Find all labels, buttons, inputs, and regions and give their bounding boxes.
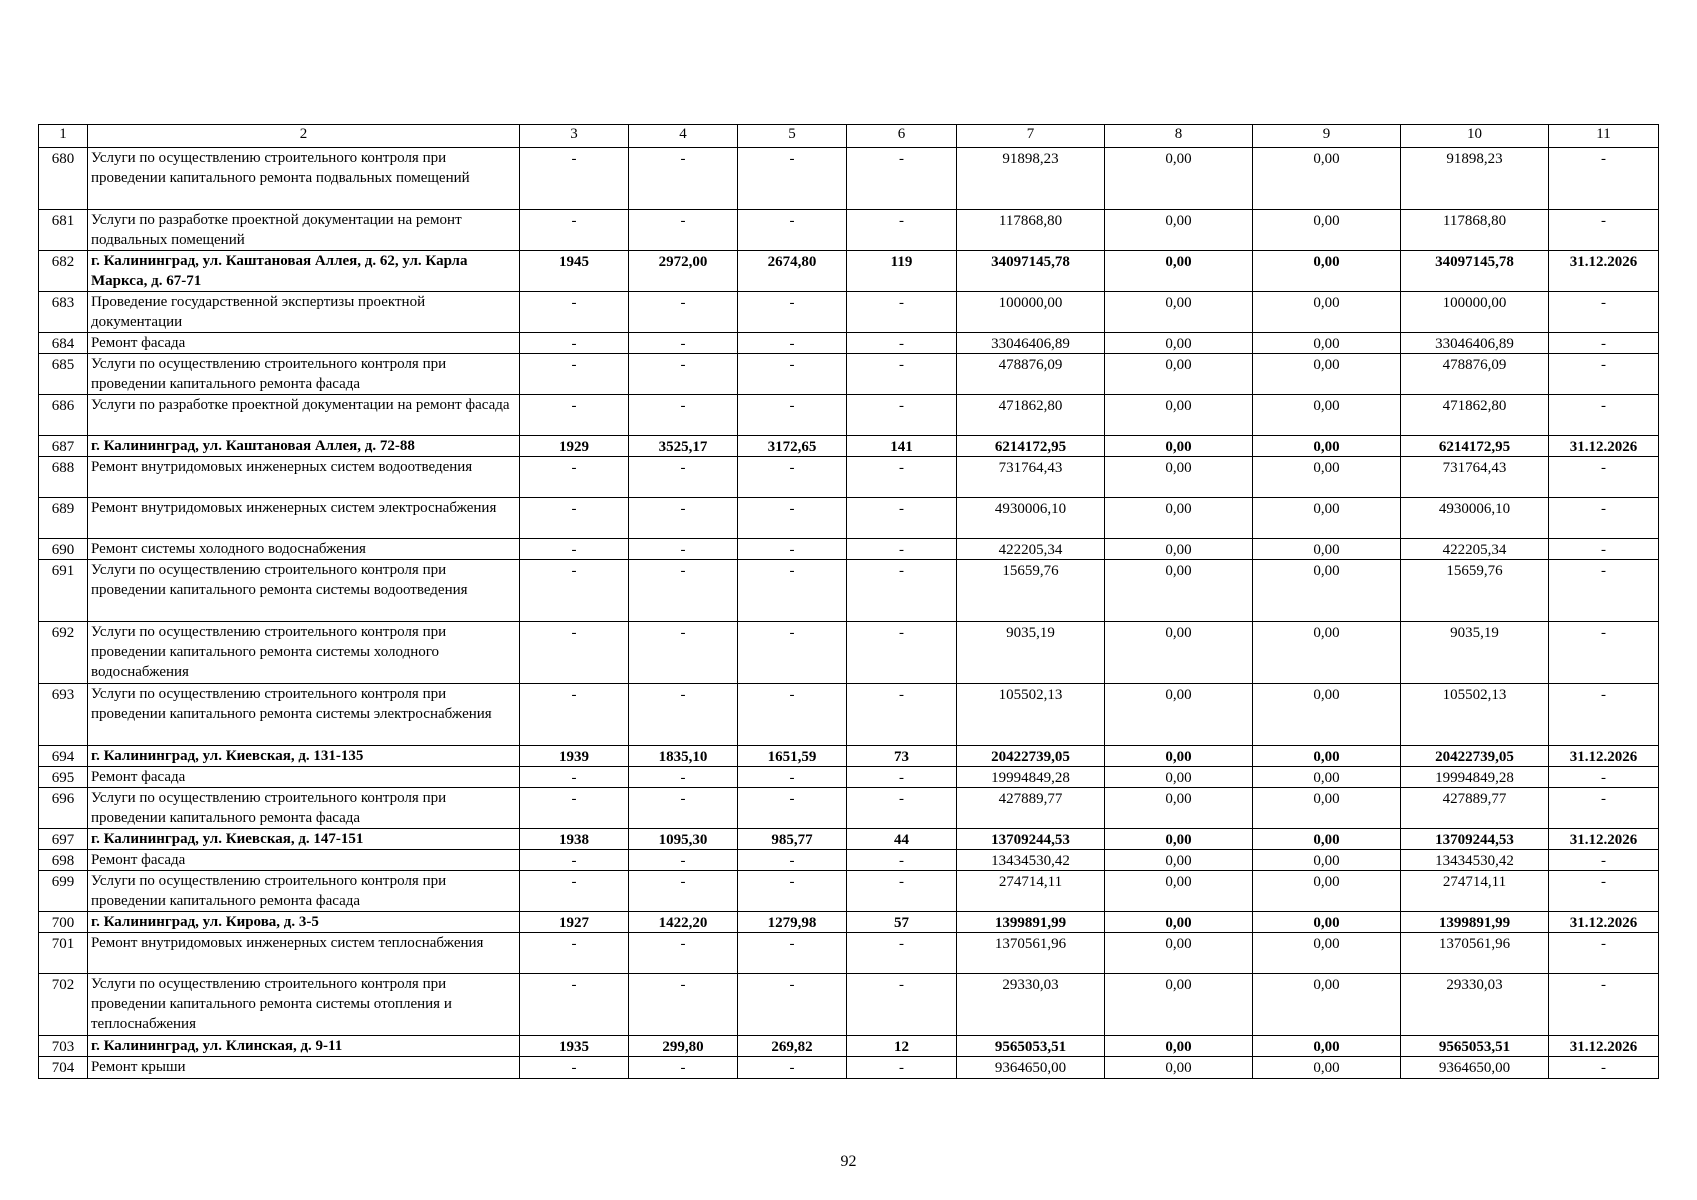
table-cell-area-total: - [628, 683, 738, 746]
table-cell-cost-total: 19994849,28 [956, 766, 1105, 788]
table-cell-cost-owners: 6214172,95 [1400, 435, 1549, 457]
table-cell-deadline: - [1548, 559, 1659, 622]
table-cell-area-living: - [737, 787, 847, 829]
table-cell-deadline: - [1548, 353, 1659, 395]
table-cell-cost-budget: 0,00 [1252, 787, 1401, 829]
table-cell-cost-budget: 0,00 [1252, 1056, 1401, 1079]
table-cell-cost-fund: 0,00 [1104, 394, 1253, 436]
table-cell-area-living: - [737, 932, 847, 974]
table-cell-cost-owners: 731764,43 [1400, 456, 1549, 498]
table-cell-year: 1939 [519, 745, 629, 767]
table-cell-area-living: - [737, 766, 847, 788]
table-cell-cost-budget: 0,00 [1252, 766, 1401, 788]
table-cell-residents: - [846, 766, 957, 788]
table-cell-residents: - [846, 291, 957, 333]
table-cell-row-number: 693 [38, 683, 88, 746]
table-cell-cost-owners: 9364650,00 [1400, 1056, 1549, 1079]
table-cell-cost-fund: 0,00 [1104, 683, 1253, 746]
table-cell-cost-total: 100000,00 [956, 291, 1105, 333]
table-cell-area-living: - [737, 353, 847, 395]
table-cell-area-living: - [737, 456, 847, 498]
table-cell-cost-fund: 0,00 [1104, 559, 1253, 622]
table-cell-area-total: - [628, 394, 738, 436]
table-cell-work-name: Услуги по разработке проектной документации на ремонт подвальных помещений [87, 209, 520, 251]
table-cell-year: - [519, 973, 629, 1036]
table-cell-row-number: 680 [38, 147, 88, 210]
table-cell-deadline: - [1548, 291, 1659, 333]
table-cell-work-name: Услуги по осуществлению строительного контроля при проведении капитального ремонта подвальных помещений [87, 147, 520, 210]
table-cell-cost-owners: 117868,80 [1400, 209, 1549, 251]
table-cell-area-total: - [628, 870, 738, 912]
table-cell-work-name: Проведение государственной экспертизы проектной документации [87, 291, 520, 333]
table-cell-area-total: - [628, 538, 738, 560]
table-cell-deadline: - [1548, 849, 1659, 871]
table-cell-year: - [519, 787, 629, 829]
table-cell-area-total: 3525,17 [628, 435, 738, 457]
table-cell-year: - [519, 870, 629, 912]
table-cell-area-living: - [737, 497, 847, 539]
table-cell-year: - [519, 291, 629, 333]
table-cell-cost-budget: 0,00 [1252, 291, 1401, 333]
table-cell-cost-fund: 0,00 [1104, 435, 1253, 457]
table-cell-area-living: - [737, 973, 847, 1036]
table-cell-cost-fund: 0,00 [1104, 973, 1253, 1036]
table-cell-row-number: 697 [38, 828, 88, 850]
table-cell-residents: 141 [846, 435, 957, 457]
table-cell-cost-total: 274714,11 [956, 870, 1105, 912]
table-cell-work-name: Ремонт внутридомовых инженерных систем водоотведения [87, 456, 520, 498]
table-cell-cost-fund: 0,00 [1104, 911, 1253, 933]
table-cell-deadline: - [1548, 147, 1659, 210]
table-cell-cost-budget: 0,00 [1252, 353, 1401, 395]
table-cell-area-total: 1422,20 [628, 911, 738, 933]
table-cell-area-living: 1651,59 [737, 745, 847, 767]
table-cell-area-living: - [737, 849, 847, 871]
table-cell-year: - [519, 209, 629, 251]
table-cell-year: - [519, 559, 629, 622]
table-cell-area-living: 269,82 [737, 1035, 847, 1057]
table-cell-deadline: - [1548, 683, 1659, 746]
table-cell-cost-total: 13709244,53 [956, 828, 1105, 850]
table-cell-deadline: - [1548, 209, 1659, 251]
table-cell-area-total: - [628, 353, 738, 395]
table-cell-area-total: - [628, 559, 738, 622]
table-cell-year: - [519, 456, 629, 498]
table-cell-deadline: 31.12.2026 [1548, 828, 1659, 850]
table-cell-area-total: - [628, 621, 738, 684]
table-cell-work-name: г. Калининград, ул. Киевская, д. 147-151 [87, 828, 520, 850]
table-cell-cost-budget: 0,00 [1252, 828, 1401, 850]
table-cell-cost-budget: 0,00 [1252, 559, 1401, 622]
table-cell-residents: - [846, 559, 957, 622]
table-cell-cost-fund: 0,00 [1104, 828, 1253, 850]
table-cell-row-number: 681 [38, 209, 88, 251]
table-cell-row-number: 689 [38, 497, 88, 539]
table-cell-area-living: - [737, 621, 847, 684]
table-cell-cost-total: 13434530,42 [956, 849, 1105, 871]
table-cell-cost-total: 422205,34 [956, 538, 1105, 560]
table-cell-cost-total: 478876,09 [956, 353, 1105, 395]
table-cell-area-living: 1279,98 [737, 911, 847, 933]
table-cell-area-living: - [737, 538, 847, 560]
table-cell-work-name: Ремонт фасада [87, 332, 520, 354]
table-cell-cost-fund: 0,00 [1104, 745, 1253, 767]
table-cell-year: - [519, 332, 629, 354]
table-cell-residents: - [846, 870, 957, 912]
table-cell-deadline: - [1548, 538, 1659, 560]
table-cell-area-total: 1095,30 [628, 828, 738, 850]
table-cell-residents: - [846, 147, 957, 210]
table-cell-area-total: 299,80 [628, 1035, 738, 1057]
table-cell-cost-owners: 422205,34 [1400, 538, 1549, 560]
table-cell-cost-budget: 0,00 [1252, 147, 1401, 210]
table-cell-cost-total: 15659,76 [956, 559, 1105, 622]
table-cell-residents: - [846, 394, 957, 436]
table-cell-residents: - [846, 456, 957, 498]
table-cell-cost-fund: 0,00 [1104, 538, 1253, 560]
table-cell-area-total: - [628, 973, 738, 1036]
table-cell-row-number: 690 [38, 538, 88, 560]
table-cell-row-number: 704 [38, 1056, 88, 1079]
table-cell-area-total: - [628, 456, 738, 498]
table-cell-year: - [519, 1056, 629, 1079]
table-cell-cost-owners: 9035,19 [1400, 621, 1549, 684]
page-number: 92 [840, 1153, 857, 1170]
table-cell-row-number: 686 [38, 394, 88, 436]
table-cell-cost-budget: 0,00 [1252, 870, 1401, 912]
table-cell-work-name: Услуги по осуществлению строительного контроля при проведении капитального ремонта системы водоотведения [87, 559, 520, 622]
table-cell-row-number: 688 [38, 456, 88, 498]
table-cell-cost-total: 1399891,99 [956, 911, 1105, 933]
table-cell-cost-fund: 0,00 [1104, 209, 1253, 251]
table-cell-residents: - [846, 497, 957, 539]
table-cell-cost-fund: 0,00 [1104, 932, 1253, 974]
table-cell-year: - [519, 538, 629, 560]
header-col-8: 8 [1104, 124, 1253, 148]
table-cell-cost-budget: 0,00 [1252, 538, 1401, 560]
table-cell-cost-owners: 471862,80 [1400, 394, 1549, 436]
table-cell-cost-total: 731764,43 [956, 456, 1105, 498]
table-cell-residents: - [846, 932, 957, 974]
table-cell-residents: - [846, 353, 957, 395]
table-cell-work-name: Услуги по осуществлению строительного контроля при проведении капитального ремонта фасада [87, 787, 520, 829]
table-cell-row-number: 698 [38, 849, 88, 871]
table-cell-deadline: - [1548, 787, 1659, 829]
table-cell-year: - [519, 932, 629, 974]
table-cell-year: 1929 [519, 435, 629, 457]
table-cell-cost-budget: 0,00 [1252, 435, 1401, 457]
table-cell-residents: - [846, 973, 957, 1036]
table-cell-deadline: 31.12.2026 [1548, 1035, 1659, 1057]
table-cell-deadline: - [1548, 1056, 1659, 1079]
table-cell-work-name: Ремонт внутридомовых инженерных систем теплоснабжения [87, 932, 520, 974]
table-cell-cost-fund: 0,00 [1104, 147, 1253, 210]
table-cell-cost-fund: 0,00 [1104, 849, 1253, 871]
table-cell-work-name: Ремонт фасада [87, 849, 520, 871]
table-cell-area-total: - [628, 209, 738, 251]
table-cell-cost-total: 6214172,95 [956, 435, 1105, 457]
header-col-2: 2 [87, 124, 520, 148]
table-cell-area-living: - [737, 332, 847, 354]
table-cell-area-total: - [628, 147, 738, 210]
table-cell-row-number: 694 [38, 745, 88, 767]
table-cell-area-living: - [737, 683, 847, 746]
table-cell-year: - [519, 683, 629, 746]
table-cell-deadline: - [1548, 332, 1659, 354]
table-cell-year: - [519, 766, 629, 788]
header-col-9: 9 [1252, 124, 1401, 148]
table-cell-area-living: 3172,65 [737, 435, 847, 457]
header-col-1: 1 [38, 124, 88, 148]
table-cell-area-total: - [628, 787, 738, 829]
table-cell-cost-owners: 15659,76 [1400, 559, 1549, 622]
table-cell-residents: 44 [846, 828, 957, 850]
table-cell-residents: 119 [846, 250, 957, 292]
table-cell-cost-owners: 13434530,42 [1400, 849, 1549, 871]
table-cell-cost-budget: 0,00 [1252, 849, 1401, 871]
table-cell-cost-owners: 19994849,28 [1400, 766, 1549, 788]
table-cell-cost-fund: 0,00 [1104, 1056, 1253, 1079]
table-cell-year: - [519, 394, 629, 436]
table-cell-row-number: 703 [38, 1035, 88, 1057]
table-cell-row-number: 695 [38, 766, 88, 788]
header-col-4: 4 [628, 124, 738, 148]
table-cell-cost-budget: 0,00 [1252, 1035, 1401, 1057]
table-cell-work-name: Ремонт крыши [87, 1056, 520, 1079]
table-cell-cost-total: 29330,03 [956, 973, 1105, 1036]
table-cell-cost-owners: 478876,09 [1400, 353, 1549, 395]
table-cell-cost-budget: 0,00 [1252, 621, 1401, 684]
table-cell-residents: 57 [846, 911, 957, 933]
table-cell-residents: - [846, 332, 957, 354]
table-cell-deadline: - [1548, 932, 1659, 974]
table-cell-work-name: Услуги по осуществлению строительного контроля при проведении капитального ремонта системы отопления и теплоснабжения [87, 973, 520, 1036]
table-cell-cost-total: 9565053,51 [956, 1035, 1105, 1057]
table-cell-year: 1938 [519, 828, 629, 850]
table-cell-cost-total: 4930006,10 [956, 497, 1105, 539]
table-cell-cost-owners: 1370561,96 [1400, 932, 1549, 974]
table-cell-deadline: 31.12.2026 [1548, 250, 1659, 292]
table-cell-residents: - [846, 787, 957, 829]
table-cell-year: - [519, 497, 629, 539]
table-cell-cost-fund: 0,00 [1104, 250, 1253, 292]
table-cell-row-number: 687 [38, 435, 88, 457]
table-cell-cost-fund: 0,00 [1104, 1035, 1253, 1057]
table-cell-residents: - [846, 621, 957, 684]
table-cell-cost-owners: 20422739,05 [1400, 745, 1549, 767]
table-cell-deadline: - [1548, 497, 1659, 539]
table-cell-work-name: г. Калининград, ул. Кирова, д. 3-5 [87, 911, 520, 933]
table-cell-area-living: - [737, 559, 847, 622]
table-cell-work-name: г. Калининград, ул. Киевская, д. 131-135 [87, 745, 520, 767]
table-cell-cost-owners: 13709244,53 [1400, 828, 1549, 850]
table-cell-work-name: Услуги по осуществлению строительного контроля при проведении капитального ремонта фасада [87, 353, 520, 395]
header-col-11: 11 [1548, 124, 1659, 148]
table-cell-deadline: - [1548, 973, 1659, 1036]
table-cell-area-total: - [628, 932, 738, 974]
table-cell-cost-fund: 0,00 [1104, 332, 1253, 354]
table-cell-row-number: 700 [38, 911, 88, 933]
table-cell-deadline: - [1548, 621, 1659, 684]
table-cell-area-living: - [737, 1056, 847, 1079]
table-cell-deadline: - [1548, 394, 1659, 436]
table-cell-residents: - [846, 538, 957, 560]
table-cell-cost-budget: 0,00 [1252, 456, 1401, 498]
table-cell-row-number: 699 [38, 870, 88, 912]
table-cell-deadline: 31.12.2026 [1548, 911, 1659, 933]
table-cell-row-number: 691 [38, 559, 88, 622]
table-cell-deadline: 31.12.2026 [1548, 745, 1659, 767]
table-cell-area-living: - [737, 147, 847, 210]
table-cell-cost-owners: 1399891,99 [1400, 911, 1549, 933]
table-cell-row-number: 701 [38, 932, 88, 974]
table-cell-area-living: - [737, 291, 847, 333]
table-cell-residents: - [846, 683, 957, 746]
table-cell-residents: 73 [846, 745, 957, 767]
table-cell-cost-total: 91898,23 [956, 147, 1105, 210]
header-col-6: 6 [846, 124, 957, 148]
table-cell-work-name: г. Калининград, ул. Каштановая Аллея, д. 62, ул. Карла Маркса, д. 67-71 [87, 250, 520, 292]
table-cell-cost-total: 471862,80 [956, 394, 1105, 436]
table-cell-work-name: Ремонт внутридомовых инженерных систем электроснабжения [87, 497, 520, 539]
table-cell-work-name: Услуги по разработке проектной документации на ремонт фасада [87, 394, 520, 436]
table-cell-cost-owners: 274714,11 [1400, 870, 1549, 912]
table-cell-area-living: 2674,80 [737, 250, 847, 292]
table-cell-deadline: - [1548, 456, 1659, 498]
table-cell-cost-owners: 91898,23 [1400, 147, 1549, 210]
table-cell-cost-total: 20422739,05 [956, 745, 1105, 767]
table-cell-year: - [519, 849, 629, 871]
table-cell-residents: - [846, 1056, 957, 1079]
table-cell-cost-total: 105502,13 [956, 683, 1105, 746]
table-cell-cost-owners: 105502,13 [1400, 683, 1549, 746]
table-cell-cost-budget: 0,00 [1252, 745, 1401, 767]
table-cell-cost-owners: 4930006,10 [1400, 497, 1549, 539]
table-cell-work-name: Услуги по осуществлению строительного контроля при проведении капитального ремонта системы электроснабжения [87, 683, 520, 746]
table-cell-row-number: 696 [38, 787, 88, 829]
table-cell-work-name: Ремонт фасада [87, 766, 520, 788]
table-cell-cost-owners: 29330,03 [1400, 973, 1549, 1036]
header-col-3: 3 [519, 124, 629, 148]
table-cell-cost-budget: 0,00 [1252, 683, 1401, 746]
table-cell-residents: 12 [846, 1035, 957, 1057]
table-cell-cost-fund: 0,00 [1104, 497, 1253, 539]
table-cell-cost-fund: 0,00 [1104, 870, 1253, 912]
table-cell-cost-owners: 427889,77 [1400, 787, 1549, 829]
table-cell-deadline: - [1548, 870, 1659, 912]
table-cell-deadline: 31.12.2026 [1548, 435, 1659, 457]
table-cell-area-living: - [737, 394, 847, 436]
table-cell-residents: - [846, 209, 957, 251]
table-cell-year: - [519, 353, 629, 395]
table-cell-area-living: - [737, 209, 847, 251]
table-cell-cost-owners: 33046406,89 [1400, 332, 1549, 354]
table-cell-year: - [519, 147, 629, 210]
table-cell-area-living: - [737, 870, 847, 912]
table-cell-cost-total: 9364650,00 [956, 1056, 1105, 1079]
table-cell-cost-budget: 0,00 [1252, 973, 1401, 1036]
table-cell-year: 1945 [519, 250, 629, 292]
table-cell-row-number: 684 [38, 332, 88, 354]
table-cell-area-total: - [628, 332, 738, 354]
table-cell-cost-owners: 9565053,51 [1400, 1035, 1549, 1057]
table-cell-cost-total: 1370561,96 [956, 932, 1105, 974]
table-cell-area-total: - [628, 1056, 738, 1079]
table-cell-row-number: 683 [38, 291, 88, 333]
table-cell-cost-budget: 0,00 [1252, 911, 1401, 933]
table-cell-cost-total: 9035,19 [956, 621, 1105, 684]
table-cell-cost-fund: 0,00 [1104, 766, 1253, 788]
table-cell-row-number: 682 [38, 250, 88, 292]
table-cell-cost-budget: 0,00 [1252, 497, 1401, 539]
table-cell-row-number: 702 [38, 973, 88, 1036]
table-cell-area-total: - [628, 497, 738, 539]
table-cell-work-name: Ремонт системы холодного водоснабжения [87, 538, 520, 560]
table-cell-cost-total: 34097145,78 [956, 250, 1105, 292]
table-cell-cost-owners: 100000,00 [1400, 291, 1549, 333]
table-cell-area-total: - [628, 291, 738, 333]
table-cell-cost-fund: 0,00 [1104, 353, 1253, 395]
table-cell-cost-budget: 0,00 [1252, 250, 1401, 292]
table-cell-row-number: 692 [38, 621, 88, 684]
table-cell-cost-fund: 0,00 [1104, 291, 1253, 333]
table-cell-area-total: - [628, 849, 738, 871]
header-col-7: 7 [956, 124, 1105, 148]
table-cell-residents: - [846, 849, 957, 871]
table-cell-work-name: г. Калининград, ул. Клинская, д. 9-11 [87, 1035, 520, 1057]
table-cell-cost-owners: 34097145,78 [1400, 250, 1549, 292]
table-cell-year: - [519, 621, 629, 684]
table-cell-cost-total: 117868,80 [956, 209, 1105, 251]
table-cell-cost-fund: 0,00 [1104, 621, 1253, 684]
table-cell-work-name: г. Калининград, ул. Каштановая Аллея, д. 72-88 [87, 435, 520, 457]
header-col-5: 5 [737, 124, 847, 148]
table-cell-cost-total: 427889,77 [956, 787, 1105, 829]
table-cell-deadline: - [1548, 766, 1659, 788]
table-cell-area-living: 985,77 [737, 828, 847, 850]
table-cell-area-total: 1835,10 [628, 745, 738, 767]
table-cell-cost-fund: 0,00 [1104, 787, 1253, 829]
table-cell-cost-budget: 0,00 [1252, 332, 1401, 354]
table-cell-cost-fund: 0,00 [1104, 456, 1253, 498]
table-cell-cost-budget: 0,00 [1252, 932, 1401, 974]
table-cell-work-name: Услуги по осуществлению строительного контроля при проведении капитального ремонта системы холодного водоснабжения [87, 621, 520, 684]
table-cell-work-name: Услуги по осуществлению строительного контроля при проведении капитального ремонта фасада [87, 870, 520, 912]
table-cell-area-total: - [628, 766, 738, 788]
table-cell-year: 1935 [519, 1035, 629, 1057]
table-cell-cost-total: 33046406,89 [956, 332, 1105, 354]
table-cell-year: 1927 [519, 911, 629, 933]
header-col-10: 10 [1400, 124, 1549, 148]
table-cell-area-total: 2972,00 [628, 250, 738, 292]
table-cell-cost-budget: 0,00 [1252, 209, 1401, 251]
table-cell-row-number: 685 [38, 353, 88, 395]
table-cell-cost-budget: 0,00 [1252, 394, 1401, 436]
